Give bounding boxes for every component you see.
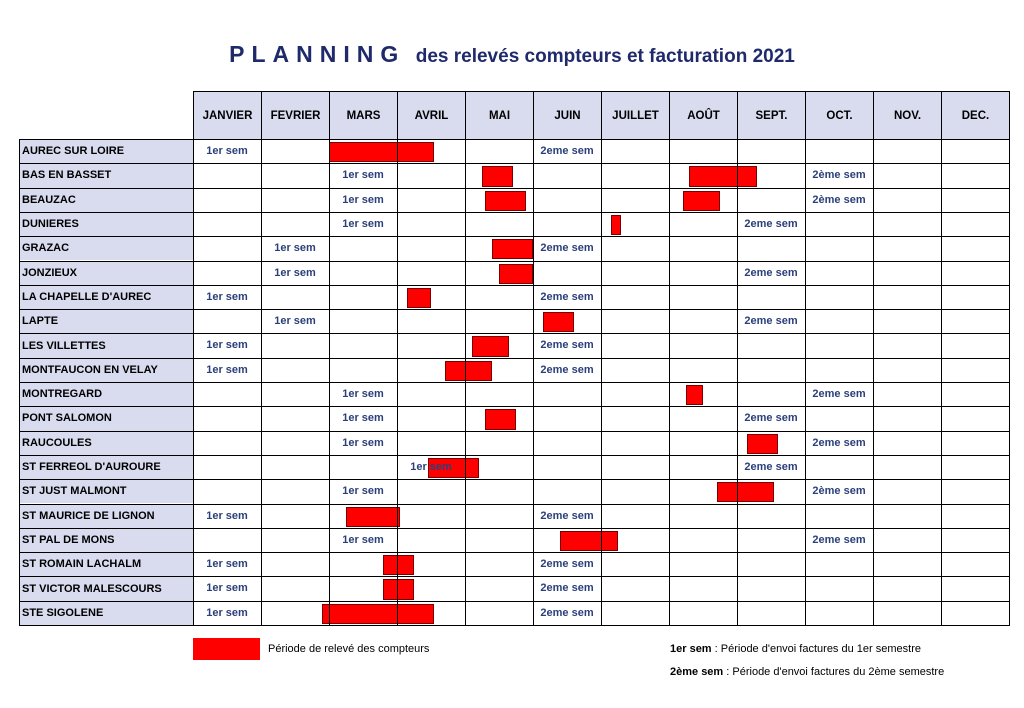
commune-name: AUREC SUR LOIRE bbox=[19, 139, 193, 163]
invoice-sem2-label: 2eme sem bbox=[540, 145, 594, 157]
reading-period-bar bbox=[407, 288, 431, 308]
invoice-sem2-label: 2eme sem bbox=[812, 533, 866, 546]
commune-name: JONZIEUX bbox=[19, 261, 193, 285]
legend-sem2-desc: : Période d'envoi factures du 2ème semestre bbox=[723, 666, 945, 678]
legend-swatch-label: Période de relevé des compteurs bbox=[268, 643, 430, 655]
month-header: AVRIL bbox=[397, 91, 465, 139]
invoice-sem1-label: 1er sem bbox=[206, 145, 248, 157]
grid-hline bbox=[19, 504, 1010, 505]
grid-hline bbox=[19, 406, 1010, 407]
grid-hline bbox=[19, 261, 1010, 262]
invoice-sem1-label: 1er sem bbox=[410, 460, 452, 473]
commune-name: ST ROMAIN LACHALM bbox=[19, 552, 193, 576]
grid-hline bbox=[19, 576, 1010, 577]
commune-name: ST VICTOR MALESCOURS bbox=[19, 576, 193, 600]
reading-period-bar bbox=[611, 215, 621, 235]
invoice-sem1-label: 1er sem bbox=[274, 315, 316, 328]
commune-name: LAPTE bbox=[19, 309, 193, 333]
reading-period-bar bbox=[322, 604, 434, 624]
invoice-sem1-label: 1er sem bbox=[206, 558, 248, 571]
grid-hline bbox=[19, 285, 1010, 286]
grid-hline bbox=[19, 479, 1010, 480]
reading-period-bar bbox=[717, 482, 775, 502]
reading-period-bar bbox=[329, 142, 434, 162]
invoice-sem1-label: 1er sem bbox=[206, 290, 248, 303]
invoice-sem2-label: 2eme sem bbox=[744, 315, 798, 328]
legend-sem1-desc: : Période d'envoi factures du 1er semestre bbox=[711, 643, 921, 655]
commune-name: ST MAURICE DE LIGNON bbox=[19, 504, 193, 528]
title-planning: PLANNING bbox=[229, 41, 406, 67]
invoice-sem1-label: 1er sem bbox=[342, 193, 384, 206]
invoice-sem2-label: 2eme sem bbox=[540, 606, 594, 619]
commune-name: PONT SALOMON bbox=[19, 406, 193, 430]
invoice-sem1-label: 1er sem bbox=[342, 412, 384, 425]
commune-name: RAUCOULES bbox=[19, 431, 193, 455]
reading-period-bar bbox=[689, 166, 757, 186]
reading-period-bar bbox=[472, 336, 509, 356]
reading-period-bar bbox=[686, 385, 703, 405]
invoice-sem2-label: 2eme sem bbox=[744, 217, 798, 230]
invoice-sem2-label: 2eme sem bbox=[812, 388, 866, 400]
reading-period-bar bbox=[346, 507, 400, 527]
grid-hline bbox=[19, 601, 1010, 602]
reading-period-bar bbox=[383, 555, 414, 575]
grid-hline bbox=[19, 552, 1010, 553]
reading-period-bar bbox=[485, 191, 526, 211]
grid-hline bbox=[193, 91, 1009, 92]
commune-name: GRAZAC bbox=[19, 236, 193, 260]
grid-hline bbox=[19, 431, 1010, 432]
invoice-sem1-label: 1er sem bbox=[206, 582, 248, 595]
invoice-sem2-label: 2eme sem bbox=[540, 242, 594, 255]
grid-hline bbox=[19, 212, 1010, 213]
invoice-sem2-label: 2eme sem bbox=[540, 509, 594, 522]
month-header: NOV. bbox=[873, 91, 941, 139]
month-header: OCT. bbox=[805, 91, 873, 139]
grid-hline bbox=[19, 309, 1010, 310]
invoice-sem1-label: 1er sem bbox=[274, 266, 316, 279]
reading-period-bar bbox=[543, 312, 574, 332]
invoice-sem2-label: 2eme sem bbox=[540, 558, 594, 571]
month-header: MARS bbox=[329, 91, 397, 139]
legend-swatch bbox=[193, 638, 260, 660]
invoice-sem2-label: 2eme sem bbox=[744, 460, 798, 473]
grid-hline bbox=[19, 188, 1010, 189]
reading-period-bar bbox=[445, 361, 493, 381]
invoice-sem2-label: 2eme sem bbox=[744, 266, 798, 279]
commune-name: BAS EN BASSET bbox=[19, 163, 193, 187]
invoice-sem1-label: 1er sem bbox=[206, 339, 248, 352]
reading-period-bar bbox=[492, 239, 533, 259]
invoice-sem1-label: 1er sem bbox=[342, 436, 384, 449]
grid-hline bbox=[19, 163, 1010, 164]
invoice-sem1-label: 1er sem bbox=[342, 388, 384, 400]
invoice-sem1-label: 1er sem bbox=[206, 509, 248, 522]
month-header: FEVRIER bbox=[261, 91, 329, 139]
invoice-sem2-label: 2eme sem bbox=[540, 290, 594, 303]
legend-sem2 bbox=[670, 666, 944, 678]
invoice-sem2-label: 2eme sem bbox=[812, 436, 866, 449]
commune-name: LES VILLETTES bbox=[19, 333, 193, 357]
month-header: SEPT. bbox=[737, 91, 805, 139]
month-header: MAI bbox=[465, 91, 533, 139]
month-header: JUIN bbox=[533, 91, 601, 139]
grid-hline bbox=[19, 528, 1010, 529]
commune-name: ST PAL DE MONS bbox=[19, 528, 193, 552]
invoice-sem2-label: 2eme sem bbox=[540, 582, 594, 595]
invoice-sem1-label: 1er sem bbox=[342, 169, 384, 182]
legend-sem2-key: 2ème sem bbox=[670, 666, 724, 678]
month-header: JUILLET bbox=[601, 91, 669, 139]
invoice-sem2-label: 2eme sem bbox=[540, 339, 594, 352]
grid-hline bbox=[19, 455, 1010, 456]
invoice-sem1-label: 1er sem bbox=[206, 606, 248, 619]
grid-hline bbox=[19, 333, 1010, 334]
grid-hline bbox=[19, 358, 1010, 359]
invoice-sem1-label: 1er sem bbox=[342, 217, 384, 230]
grid-hline bbox=[19, 382, 1010, 383]
invoice-sem2-label: 2eme sem bbox=[744, 412, 798, 425]
invoice-sem1-label: 1er sem bbox=[342, 533, 384, 546]
reading-period-bar bbox=[747, 434, 778, 454]
reading-period-bar bbox=[482, 166, 513, 186]
invoice-sem1-label: 1er sem bbox=[274, 242, 316, 255]
invoice-sem2-label: 2ème sem bbox=[812, 169, 866, 182]
commune-name: STE SIGOLENE bbox=[19, 601, 193, 625]
commune-name: ST FERREOL D'AUROURE bbox=[19, 455, 193, 479]
grid-hline bbox=[19, 236, 1010, 237]
invoice-sem2-label: 2ème sem bbox=[812, 485, 866, 498]
month-header: AOÛT bbox=[669, 91, 737, 139]
invoice-sem1-label: 1er sem bbox=[342, 485, 384, 498]
reading-period-bar bbox=[499, 264, 533, 284]
reading-period-bar bbox=[485, 409, 516, 429]
grid-hline bbox=[19, 139, 1010, 140]
commune-name: MONTREGARD bbox=[19, 382, 193, 406]
reading-period-bar bbox=[560, 531, 618, 551]
legend-sem1 bbox=[670, 643, 921, 655]
legend-sem1-key: 1er sem bbox=[670, 643, 712, 655]
invoice-sem2-label: 2eme sem bbox=[540, 363, 594, 376]
commune-name: ST JUST MALMONT bbox=[19, 479, 193, 503]
commune-name: MONTFAUCON EN VELAY bbox=[19, 358, 193, 382]
commune-name: DUNIERES bbox=[19, 212, 193, 236]
grid-hline bbox=[19, 625, 1010, 626]
reading-period-bar bbox=[683, 191, 720, 211]
commune-name: LA CHAPELLE D'AUREC bbox=[19, 285, 193, 309]
invoice-sem1-label: 1er sem bbox=[206, 363, 248, 376]
month-header: DEC. bbox=[941, 91, 1009, 139]
commune-name: BEAUZAC bbox=[19, 188, 193, 212]
month-header: JANVIER bbox=[193, 91, 261, 139]
invoice-sem2-label: 2ème sem bbox=[812, 193, 866, 206]
reading-period-bar bbox=[383, 579, 414, 599]
title-subtitle: des relevés compteurs et facturation 2021 bbox=[415, 46, 795, 67]
